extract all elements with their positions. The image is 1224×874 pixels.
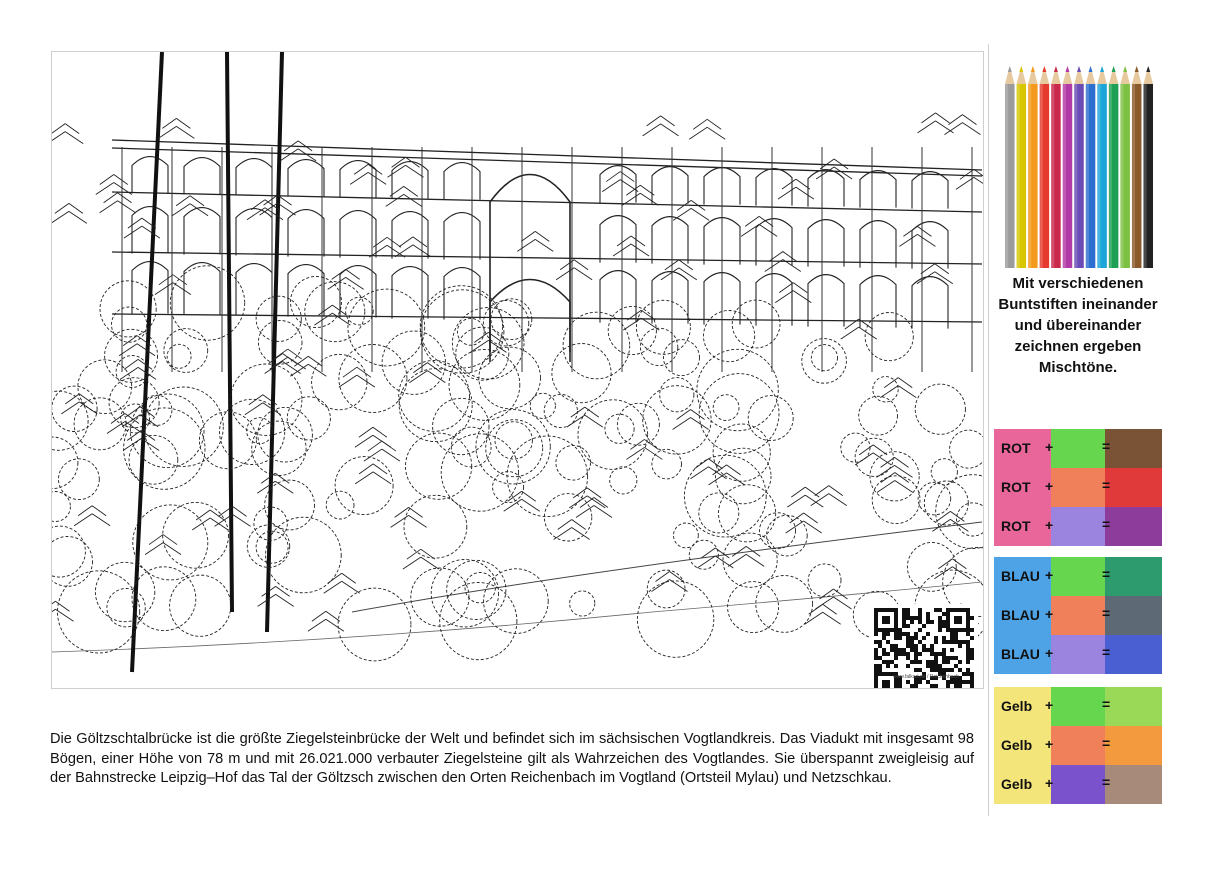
equals-sign: = xyxy=(1102,605,1111,621)
mix-row xyxy=(994,726,1162,765)
pencil xyxy=(1074,66,1084,268)
equals-sign: = xyxy=(1102,735,1111,751)
equals-sign: = xyxy=(1102,438,1111,454)
equals-sign: = xyxy=(1102,477,1111,493)
pencil xyxy=(1086,66,1096,268)
mix-base-label: BLAU xyxy=(1001,568,1040,584)
mix-group-gelb xyxy=(994,687,1162,804)
plus-sign: + xyxy=(1045,478,1054,494)
qr-caption: www.falkart.de / Reichenbach xyxy=(893,674,959,680)
mix-base-label: ROT xyxy=(1001,440,1031,456)
pencil xyxy=(1097,66,1107,268)
mix-row xyxy=(994,687,1162,726)
equals-sign: = xyxy=(1102,516,1111,532)
pencil xyxy=(1051,66,1061,268)
pencil xyxy=(1040,66,1050,268)
plus-sign: + xyxy=(1045,517,1054,533)
mix-base-label: Gelb xyxy=(1001,737,1033,753)
mix-row xyxy=(994,596,1162,635)
mix-base-label: ROT xyxy=(1001,518,1031,534)
equals-sign: = xyxy=(1102,696,1111,712)
pencil xyxy=(1132,66,1142,268)
plus-sign: + xyxy=(1045,736,1054,752)
mix-base-label: Gelb xyxy=(1001,776,1033,792)
pencil xyxy=(1063,66,1073,268)
mix-base-label: BLAU xyxy=(1001,607,1040,623)
mix-row xyxy=(994,635,1162,674)
pencil xyxy=(1120,66,1130,268)
description-text: Die Göltzschtalbrücke ist die größte Ziegelsteinbrücke der Welt und befindet sich im sächsischen Vogtlandkreis. Das Viadukt mit insgesamt 98 Bögen, einer Höhe von 78 m und mit 26.021.000 verbauter Ziegelsteine gilt als Wahrzeichen des Vogtlandes. Sie überspannt zweigleisig auf der Bahnstrecke Leipzig–Hof das Tal der Göltzsch zwischen den Orten Reichenbach im Vogtland (Ortsteil Mylau) und Netzschkau. xyxy=(50,731,974,786)
mix-row xyxy=(994,507,1162,546)
mix-base-label: ROT xyxy=(1001,479,1031,495)
mix-group-blau xyxy=(994,557,1162,674)
pencil xyxy=(1005,66,1015,268)
equals-sign: = xyxy=(1102,774,1111,790)
colored-pencils-image xyxy=(1004,66,1154,268)
plus-sign: + xyxy=(1045,439,1054,455)
viaduct-drawing xyxy=(51,51,984,689)
plus-sign: + xyxy=(1045,645,1054,661)
plus-sign: + xyxy=(1045,775,1054,791)
mix-row xyxy=(994,765,1162,804)
plus-sign: + xyxy=(1045,697,1054,713)
mix-group-rot xyxy=(994,429,1162,546)
side-divider xyxy=(988,44,989,816)
mix-row xyxy=(994,429,1162,468)
mix-row xyxy=(994,468,1162,507)
pencil xyxy=(1017,66,1027,268)
plus-sign: + xyxy=(1045,567,1054,583)
equals-sign: = xyxy=(1102,644,1111,660)
viaduct-sketch xyxy=(52,52,983,688)
plus-sign: + xyxy=(1045,606,1054,622)
mix-base-label: BLAU xyxy=(1001,646,1040,662)
equals-sign: = xyxy=(1102,566,1111,582)
pencil xyxy=(1109,66,1119,268)
pencil xyxy=(1028,66,1038,268)
pencil xyxy=(1143,66,1153,268)
mixing-hint: Mit verschiedenen Buntstiften ineinander und übereinander zeichnen ergeben Mischtöne. xyxy=(998,275,1158,376)
mix-row xyxy=(994,557,1162,596)
mix-base-label: Gelb xyxy=(1001,698,1033,714)
